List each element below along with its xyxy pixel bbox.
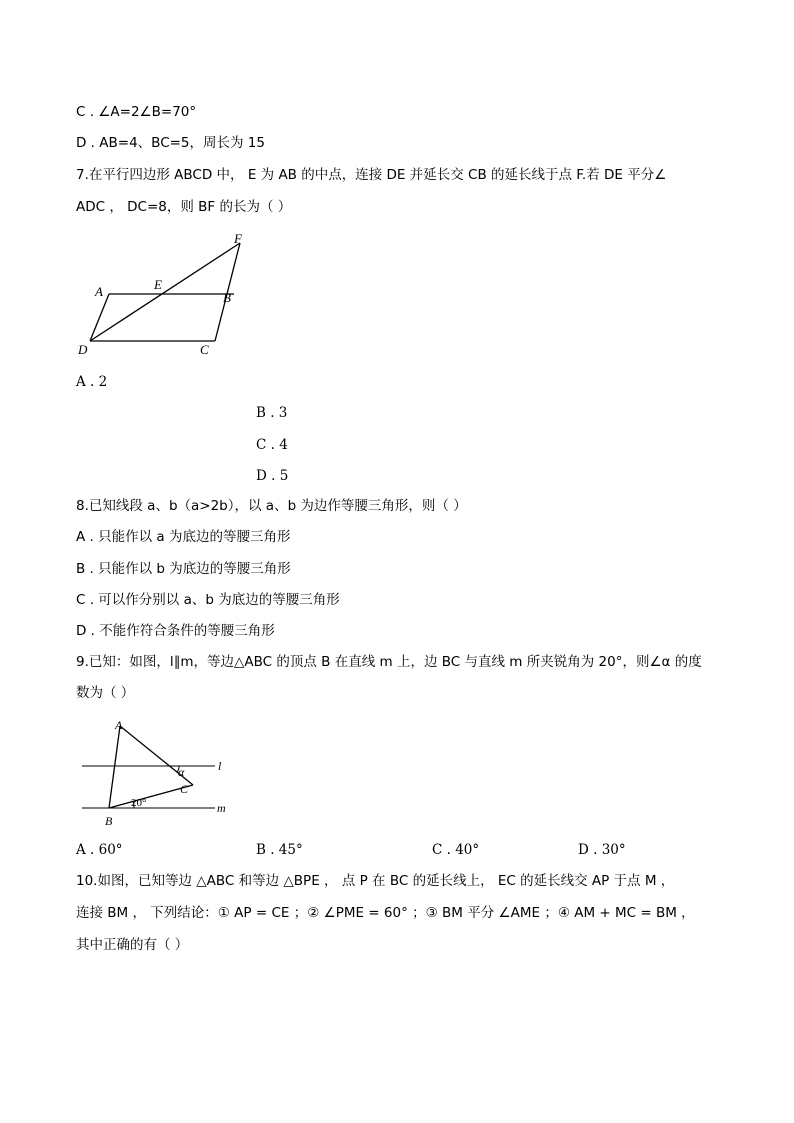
label-e: E xyxy=(154,277,162,292)
q7-option-d: D . 5 xyxy=(256,468,289,484)
q8-option-a: A . 只能作以 a 为底边的等腰三角形 xyxy=(76,529,291,545)
q8-option-b: B . 只能作以 b 为底边的等腰三角形 xyxy=(76,561,291,577)
q8-option-d: D . 不能作符合条件的等腰三角形 xyxy=(76,623,275,639)
label-c: C xyxy=(200,342,209,357)
q7-stem-line2: ADC ， DC=8，则 BF 的长为（ ） xyxy=(76,199,292,215)
segment-df xyxy=(90,243,240,341)
label-l: l xyxy=(218,759,222,773)
q8-option-c: C . 可以作分别以 a、b 为底边的等腰三角形 xyxy=(76,592,340,608)
label-d: D xyxy=(78,342,88,357)
q7-option-c: C . 4 xyxy=(256,437,288,453)
segment-ad xyxy=(90,294,109,341)
q9-stem-line1: 9.已知：如图，l∥m，等边△ABC 的顶点 B 在直线 m 上，边 BC 与直线 m 所夹锐角为 20°，则∠α 的度 xyxy=(76,654,702,670)
q7-option-a: A . 2 xyxy=(76,374,108,390)
side-ab xyxy=(109,726,120,808)
q9-option-b: B . 45° xyxy=(256,842,303,858)
q9-option-d: D . 30° xyxy=(578,842,626,858)
q8-stem: 8.已知线段 a、b（a>2b），以 a、b 为边作等腰三角形，则（ ） xyxy=(76,498,467,514)
label-c: C xyxy=(180,782,189,796)
label-b: B xyxy=(223,290,231,305)
q6-option-d: D . AB=4、BC=5，周长为 15 xyxy=(76,135,265,151)
q7-option-b: B . 3 xyxy=(256,405,288,421)
label-b: B xyxy=(105,814,113,828)
label-a: A xyxy=(115,718,123,732)
q7-parallelogram-figure xyxy=(72,230,262,360)
label-m: m xyxy=(217,801,226,815)
label-alpha: α xyxy=(178,765,185,779)
label-a: A xyxy=(95,284,103,299)
q9-option-c: C . 40° xyxy=(432,842,480,858)
q9-stem-line2: 数为（ ） xyxy=(76,685,135,701)
q6-option-c: C . ∠A=2∠B=70° xyxy=(76,104,197,120)
q9-option-a: A . 60° xyxy=(76,842,123,858)
label-angle-20: 20° xyxy=(131,797,147,809)
label-f: F xyxy=(234,231,242,246)
q10-stem-line2: 连接 BM ， 下列结论：① AP = CE ；② ∠PME = 60° ；③ BM 平分 ∠AME ；④ AM + MC = BM ， xyxy=(76,905,695,921)
q10-stem-line1: 10.如图，已知等边 △ABC 和等边 △BPE ， 点 P 在 BC 的延长线上， EC 的延长线交 AP 于点 M ， xyxy=(76,873,675,889)
q7-stem-line1: 7.在平行四边形 ABCD 中， E 为 AB 的中点，连接 DE 并延长交 CB 的延长线于点 F.若 DE 平分∠ xyxy=(76,167,667,183)
q10-stem-line3: 其中正确的有（ ） xyxy=(76,937,189,953)
q9-triangle-figure xyxy=(76,715,246,833)
